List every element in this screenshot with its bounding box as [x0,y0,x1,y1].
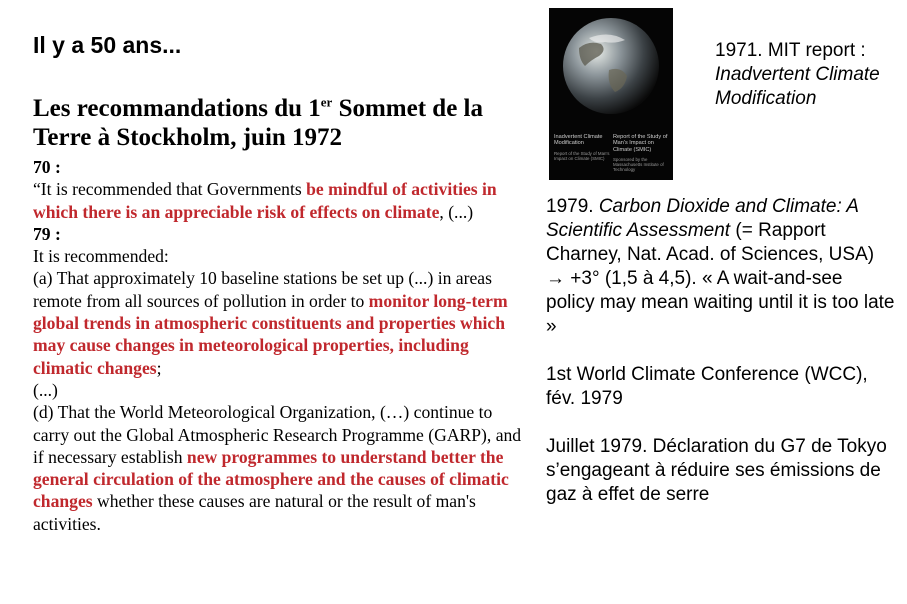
slide-heading: Il y a 50 ans... [33,32,182,58]
book-cover-image [549,8,673,180]
rec-70-text: “It is recommended that Governments be mindful of activities in which there is an appreciable risk of effects on climate, (...) [33,179,497,222]
g7-note: Juillet 1979. Déclaration du G7 de Tokyo s’engageant à réduire ses émissions de gaz à effet de serre [546,436,887,505]
stockholm-recommendations [33,94,523,535]
rec-70-label: 70 : [33,157,61,177]
mit-report-caption: 1971. MIT report : Inadvertent Climate Modification [715,40,880,109]
rec-79-a-highlight: monitor long-term global trends in atmospheric constituents and properties which may cause changes in meteorological properties, including climatic changes [33,290,508,378]
mit-report-title: Inadvertent Climate Modification [715,64,880,109]
cover-left-text: Inadvertent Climate Modification Report of the Study of Man's Impact on Climate (SMIC) [554,134,610,161]
rec-79-d: (d) That the World Meteorological Organization, (…) continue to carry out the Global Atmospheric Research Programme (GARP), and if necessary establish new programmes to understand better the general circulation of the atmosphere and the causes of climatic changes whether these causes are natural or the result of man's activities. [33,402,522,534]
cover-right-text: Report of the Study of Man's Impact on Climate (SMIC) Sponsored by the Massachusetts Institute of Technology [613,134,668,172]
charney-report: 1979. Carbon Dioxide and Climate: A Scientific Assessment (= Rapport Charney, Nat. Acad. of Sciences, USA) → +3° (1,5 à 4,5). « A wait-and-see policy may mean waiting until it is too late » [546,196,895,337]
rec-79-label: 79 : [33,223,61,244]
rec-79-ellipsis: (...) [33,379,58,400]
recommendations-title: Les recommandations du 1er Sommet de la Terre à Stockholm, juin 1972 [33,94,483,151]
rec-70-highlight: be mindful of activities in which there is an appreciable risk of effects on climate [33,179,497,222]
rec-79-d-highlight: new programmes to understand better the general circulation of the atmosphere and the causes of climatic changes [33,446,509,512]
timeline-notes [546,195,896,531]
rec-79-a: (a) That approximately 10 baseline stations be set up (...) in areas remote from all sources of pollution in order to monitor long-term global trends in atmospheric constituents and properties which may cause changes in meteorological properties, including climatic changes; [33,268,508,378]
wcc-note: 1st World Climate Conference (WCC), fév. 1979 [546,364,868,409]
rec-79-intro: It is recommended: [33,246,169,267]
